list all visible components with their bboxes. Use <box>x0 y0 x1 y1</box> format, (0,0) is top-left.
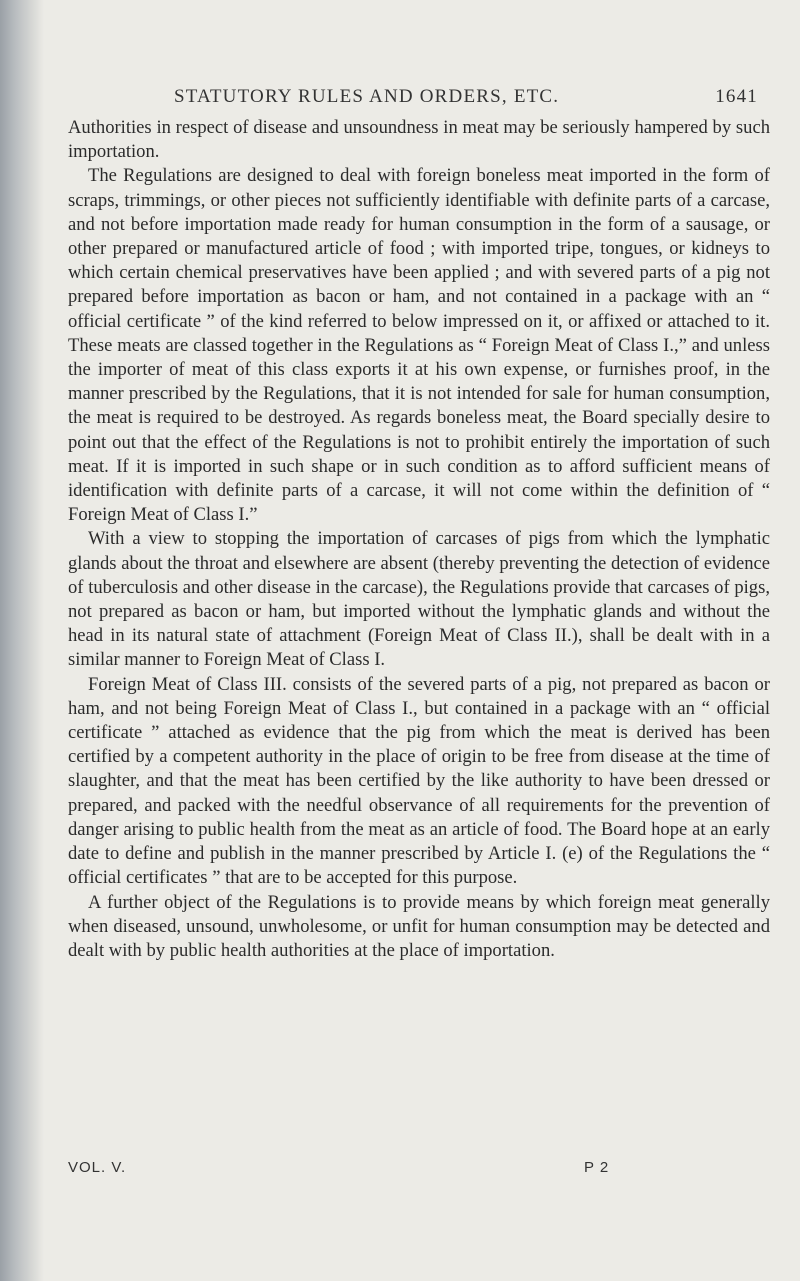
paragraph-1: Authorities in respect of disease and unsoundness in meat may be seriously hampered by such importation. <box>68 117 770 163</box>
page-number: 1641 <box>715 86 758 107</box>
book-spine-shadow <box>0 0 44 1281</box>
paragraph-5: A further object of the Regulations is to provide means by which foreign meat generally when diseased, unsound, unwholesome, or unfit for human consumption may be detected and dealt with by public health authorities at the place of importation. <box>68 891 770 961</box>
document-page <box>54 0 800 1281</box>
paragraph-2: The Regulations are designed to deal with foreign boneless meat imported in the form of scraps, trimmings, or other pieces not sufficiently identifiable with definite parts of a carcase, and not before importation made ready for human consumption in the form of a sausage, or other prepared or manufactured article of food ; with imported tripe, tongues, or kidneys to which certain chemical preservatives have been applied ; and with severed parts of a pig not prepared before importation as bacon or ham, and not contained in a package with an “ official certificate ” of the kind referred to below impressed on it, or affixed or attached to it. These meats are classed together in the Regulations as “ Foreign Meat of Class I.,” and unless the importer of meat of this class exports it at his own expense, or furnishes proof, in the manner prescribed by the Regulations, that it is not intended for sale for human consumption, the meat is required to be destroyed. As regards boneless meat, the Board specially desire to point out that the effect of the Regulations is not to prohibit entirely the importation of such meat. If it is imported in such shape or in such condition as to afford sufficient means of identification with definite parts of a carcase, it will not come within the definition of “ Foreign Meat of Class I.” <box>68 165 770 526</box>
signature-mark: P 2 <box>584 1159 610 1176</box>
body-text <box>68 116 770 963</box>
paragraph-4: Foreign Meat of Class III. consists of the severed parts of a pig, not prepared as bacon or ham, and not being Foreign Meat of Class I., but contained in a package with an “ official certificate ” attached as evidence that the pig from which the meat is derived has been certified by a competent authority in the place of origin to be free from disease at the time of slaughter, and that the meat has been certified by the like authority to have been dressed or prepared, and packed with the needful observance of all requirements for the prevention of danger arising to public health from the meat as an article of food. The Board hope at an early date to define and publish in the manner prescribed by Article I. (e) of the Regulations the “ official certificates ” that are to be accepted for this purpose. <box>68 673 770 889</box>
running-header <box>174 86 758 108</box>
paragraph-3: With a view to stopping the importation of carcases of pigs from which the lymphatic glands about the throat and elsewhere are absent (thereby preventing the detection of evidence of tuberculosis and other disease in the carcase), the Regulations provide that carcases of pigs, not prepared as bacon or ham, but imported without the lymphatic glands and without the head in its natural state of attachment (Foreign Meat of Class II.), shall be dealt with in a similar manner to Foreign Meat of Class I. <box>68 528 770 671</box>
volume-label: VOL. V. <box>68 1159 127 1176</box>
header-title: STATUTORY RULES AND ORDERS, ETC. <box>174 86 560 107</box>
